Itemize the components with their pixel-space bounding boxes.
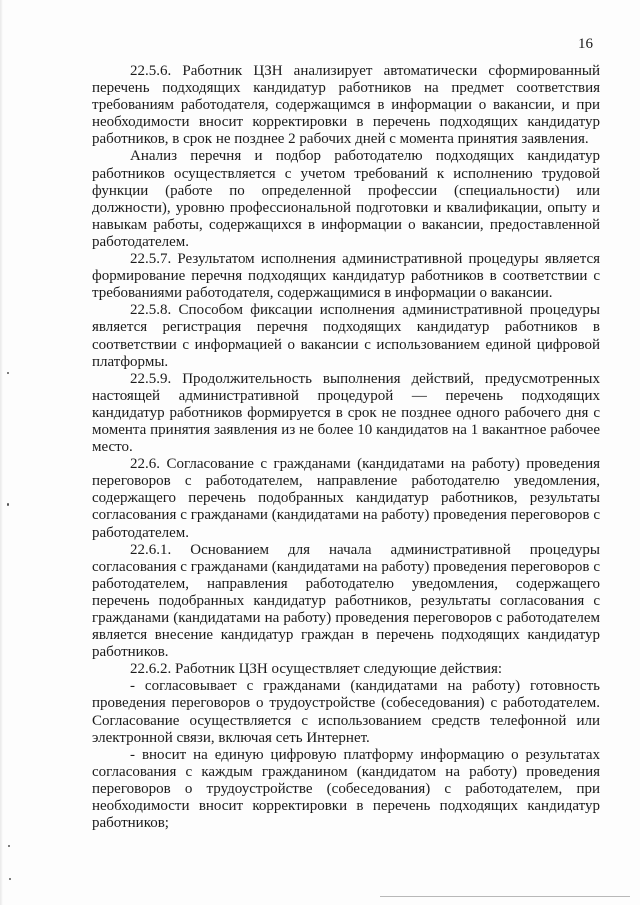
- scan-edge-shadow: [0, 0, 3, 905]
- scan-speck: [7, 503, 9, 506]
- scan-speck: [8, 845, 10, 847]
- paragraph-22-5-9: 22.5.9. Продолжительность выполнения действий, предусмотренных настоящей административной процедурой — перечень подходящих кандидатур работников формируется в срок не позднее одного рабочего дня с момента принятия заявления из не более 10 кандидатов на 1 вакантное рабочее место.: [92, 370, 600, 456]
- paragraph-analysis: Анализ перечня и подбор работодателю подходящих кандидатур работников осуществляется с учетом требований к исполнению трудовой функции (работе по определенной профессии (специальности) или должности), уровню профессиональной подготовки и квалификации, опыту и навыкам работы, содержащихся в информации о вакансии, предоставленной работодателем.: [92, 148, 600, 250]
- paragraph-22-6-1: 22.6.1. Основанием для начала административной процедуры согласования с гражданами (кандидатами на работу) проведения переговоров с работодателем, направления работодателю уведомления, содержащего перечень подобранных кандидатур работников, результаты согласования с гражданами (кандидатами на работу) проведения переговоров с работодателем является внесение кандидатур граждан в перечень подходящих кандидатур работников.: [92, 541, 600, 661]
- paragraph-22-5-8: 22.5.8. Способом фиксации исполнения административной процедуры является регистрация перечня подходящих кандидатур работников в соответствии с информацией о вакансии с использованием единой цифровой платформы.: [92, 302, 600, 370]
- paragraph-22-5-7: 22.5.7. Результатом исполнения административной процедуры является формирование перечня подходящих кандидатур работников в соответствии с требованиями работодателя, содержащимися в информации о вакансии.: [92, 251, 600, 302]
- document-body: [92, 63, 600, 832]
- paragraph-22-5-6: 22.5.6. Работник ЦЗН анализирует автоматически сформированный перечень подходящих кандидатур работников на предмет соответствия требованиям работодателя, содержащимся в информации о вакансии, и при необходимости вносит корректировки в перечень подходящих кандидатур работников, в срок не позднее 2 рабочих дней с момента принятия заявления.: [92, 63, 600, 148]
- scan-bottom-line: [380, 896, 630, 897]
- page-number: 16: [578, 36, 593, 52]
- list-item-enter: - вносит на единую цифровую платформу информацию о результатах согласования с каждым гражданином (кандидатом на работу) проведения переговоров о трудоустройстве (собеседования) с работодателем, при необходимости вносит корректировки в перечень подходящих кандидатур работников;: [92, 746, 600, 832]
- list-item-agree: - согласовывает с гражданами (кандидатами на работу) готовность проведения переговоров о трудоустройстве (собеседования) с работодателем. Согласование осуществляется с использованием средств телефонной или электронной связи, включая сеть Интернет.: [92, 678, 600, 746]
- scan-speck: [9, 878, 11, 880]
- scan-speck: [7, 372, 9, 374]
- paragraph-22-6: 22.6. Согласование с гражданами (кандидатами на работу) проведения переговоров с работодателем, направление работодателю уведомления, содержащего перечень подобранных кандидатур работников, результаты согласования с гражданами (кандидатами на работу) проведения переговоров с работодателем.: [92, 456, 600, 541]
- paragraph-22-6-2: 22.6.2. Работник ЦЗН осуществляет следующие действия:: [130, 661, 503, 678]
